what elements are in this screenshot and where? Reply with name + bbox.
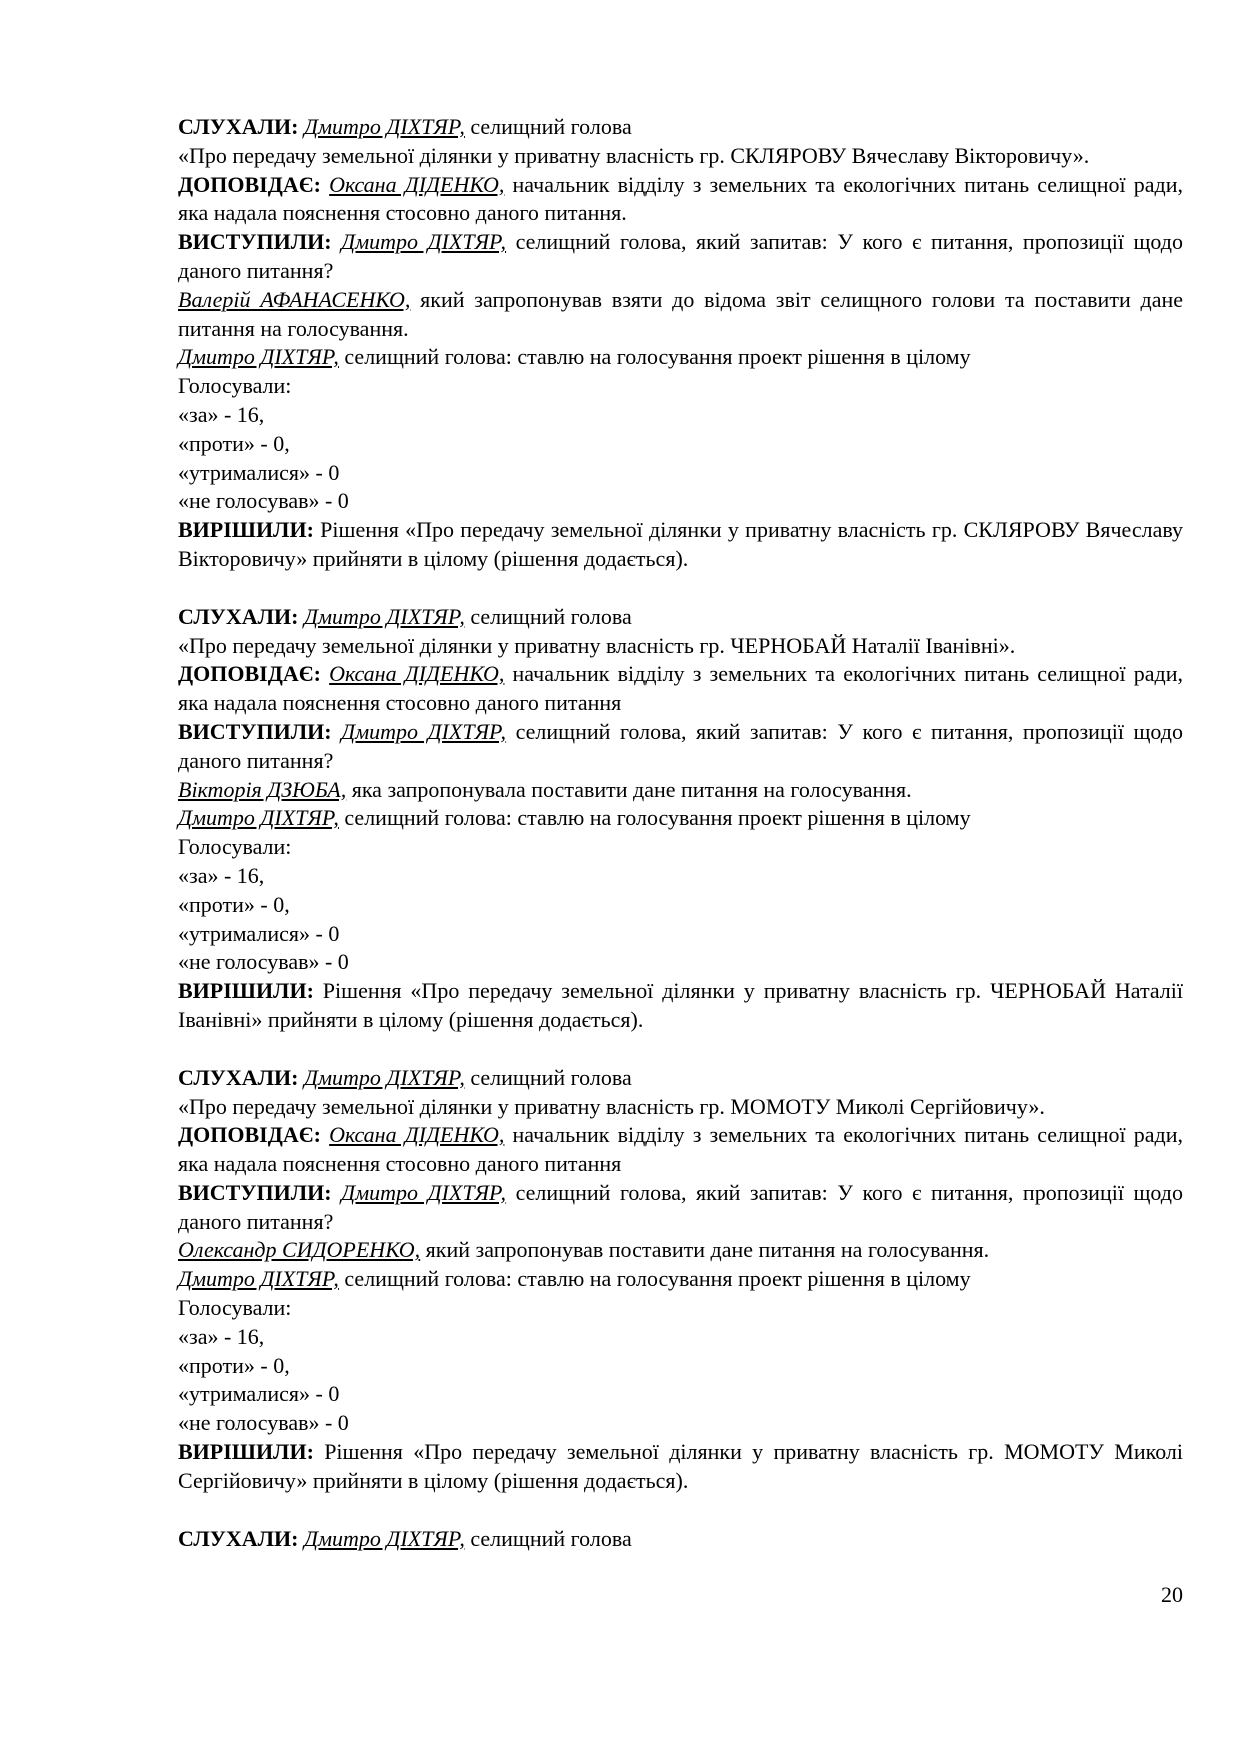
agenda-item xyxy=(178,1064,1183,1525)
report-label: ДОПОВІДАЄ: xyxy=(178,661,321,687)
proposal-text: яка запропонувала поставити дане питання на голосування. xyxy=(346,776,912,802)
reporter-name: Оксана ДІДЕНКО, xyxy=(329,171,505,197)
speaker-role: селищний голова xyxy=(464,114,632,139)
speaker-name: Дмитро ДІХТЯР, xyxy=(303,603,465,629)
heard-line xyxy=(178,1064,1183,1093)
spoke-text: селищний голова, який запитав: У кого є питання, пропозиції щодо даного питання? xyxy=(178,718,1183,773)
heard-label: СЛУХАЛИ: xyxy=(178,603,299,629)
heard-label: СЛУХАЛИ: xyxy=(178,1525,299,1551)
spoke-name: Дмитро ДІХТЯР, xyxy=(341,229,507,255)
proposal-text: який запропонував взяти до відома звіт селищного голови та поставити дане питання на голосування. xyxy=(178,286,1183,341)
vote-abstain: «утрималися» - 0 xyxy=(178,920,340,946)
chair-text: селищний голова: ставлю на голосування проект рішення в цілому xyxy=(338,344,971,370)
reporter-name: Оксана ДІДЕНКО, xyxy=(329,1122,505,1148)
heard-label: СЛУХАЛИ: xyxy=(178,114,299,139)
decision-text: Рішення «Про передачу земельної ділянки у приватну власність гр. ЧЕРНОБАЙ Наталії Іванівні» прийняти в цілому (рішення додається). xyxy=(178,978,1183,1032)
vote-for: «за» - 16, xyxy=(178,862,265,888)
topic-text: «Про передачу земельної ділянки у приватну власність гр. СКЛЯРОВУ Вячеславу Вікторовичу». xyxy=(178,142,1090,168)
report-text: начальник відділу з земельних та екологічних питань селищної ради, яка надала пояснення стосовно даного питання xyxy=(178,661,1184,716)
reporter-name: Оксана ДІДЕНКО, xyxy=(329,661,505,687)
minutes-body xyxy=(178,113,1183,1525)
report-line xyxy=(178,660,1183,718)
spoke-text: селищний голова, який запитав: У кого є питання, пропозиції щодо даного питання? xyxy=(178,1179,1183,1234)
agenda-item xyxy=(178,603,1183,1064)
heard-line xyxy=(178,113,1183,142)
report-line xyxy=(178,171,1183,229)
speaker-name: Дмитро ДІХТЯР, xyxy=(303,114,465,139)
heard-line xyxy=(178,603,1183,632)
decision-text: Рішення «Про передачу земельної ділянки у приватну власність гр. СКЛЯРОВУ Вячеславу Вікторовичу» прийняти в цілому (рішення додається). xyxy=(178,517,1183,571)
report-text: начальник відділу з земельних та екологічних питань селищної ради, яка надала пояснення стосовно даного питання. xyxy=(178,171,1184,226)
chair-name: Дмитро ДІХТЯР, xyxy=(178,805,339,831)
speaker-name: Дмитро ДІХТЯР, xyxy=(303,1064,465,1090)
spoke-label: ВИСТУПИЛИ: xyxy=(178,1179,332,1205)
vote-against: «проти» - 0, xyxy=(178,891,290,917)
topic-text: «Про передачу земельної ділянки у приватну власність гр. ЧЕРНОБАЙ Наталії Іванівні». xyxy=(178,632,1016,658)
decision-line xyxy=(178,977,1183,1035)
report-line xyxy=(178,1121,1183,1179)
proposal-line xyxy=(178,776,1183,805)
report-text: начальник відділу з земельних та екологічних питань селищної ради, яка надала пояснення стосовно даного питання xyxy=(178,1122,1184,1177)
chair-name: Дмитро ДІХТЯР, xyxy=(178,1266,339,1292)
proposer-name: Вікторія ДЗЮБА, xyxy=(178,776,347,802)
last-heard-line xyxy=(178,1525,1183,1554)
chair-name: Дмитро ДІХТЯР, xyxy=(178,344,339,370)
vote-against: «проти» - 0, xyxy=(178,1352,290,1378)
vote-abstain: «утрималися» - 0 xyxy=(178,459,340,485)
speaker-role: селищний голова xyxy=(464,1525,632,1551)
section-spacer xyxy=(178,1496,1183,1525)
report-label: ДОПОВІДАЄ: xyxy=(178,171,321,197)
decision-text: Рішення «Про передачу земельної ділянки у приватну власність гр. МОМОТУ Миколі Сергійовичу» прийняти в цілому (рішення додається). xyxy=(178,1439,1183,1493)
proposer-name: Олександр СИДОРЕНКО, xyxy=(178,1237,421,1263)
chair-line xyxy=(178,343,1183,372)
decision-line xyxy=(178,1438,1183,1496)
proposal-line xyxy=(178,286,1183,344)
report-label: ДОПОВІДАЄ: xyxy=(178,1122,321,1148)
decided-label: ВИРІШИЛИ: xyxy=(178,517,314,543)
spoke-line xyxy=(178,228,1183,286)
spoke-name: Дмитро ДІХТЯР, xyxy=(341,1179,507,1205)
page-number: 20 xyxy=(1161,1582,1183,1607)
spoke-label: ВИСТУПИЛИ: xyxy=(178,718,332,744)
proposer-name: Валерій АФАНАСЕНКО, xyxy=(178,286,411,312)
decided-label: ВИРІШИЛИ: xyxy=(178,978,314,1004)
section-spacer xyxy=(178,574,1183,603)
agenda-item xyxy=(178,113,1183,603)
vote-for: «за» - 16, xyxy=(178,1323,265,1349)
decided-label: ВИРІШИЛИ: xyxy=(178,1439,314,1465)
voted-label: Голосували: xyxy=(178,373,292,399)
topic-text: «Про передачу земельної ділянки у приватну власність гр. МОМОТУ Миколі Сергійовичу». xyxy=(178,1093,1045,1119)
voted-label: Голосували: xyxy=(178,834,292,860)
chair-line xyxy=(178,804,1183,833)
speaker-role: селищний голова xyxy=(464,1064,632,1090)
proposal-line xyxy=(178,1236,1183,1265)
chair-text: селищний голова: ставлю на голосування проект рішення в цілому xyxy=(338,1266,971,1292)
heard-label: СЛУХАЛИ: xyxy=(178,1064,299,1090)
vote-none: «не голосував» - 0 xyxy=(178,949,349,975)
spoke-line xyxy=(178,718,1183,776)
vote-abstain: «утрималися» - 0 xyxy=(178,1381,340,1407)
spoke-line xyxy=(178,1179,1183,1237)
spoke-text: селищний голова, який запитав: У кого є питання, пропозиції щодо даного питання? xyxy=(178,229,1183,283)
decision-line xyxy=(178,516,1183,574)
vote-none: «не голосував» - 0 xyxy=(178,488,349,514)
speaker-name: Дмитро ДІХТЯР, xyxy=(303,1525,465,1551)
vote-against: «проти» - 0, xyxy=(178,430,290,456)
section-spacer xyxy=(178,1035,1183,1064)
spoke-label: ВИСТУПИЛИ: xyxy=(178,229,332,255)
vote-for: «за» - 16, xyxy=(178,401,265,427)
vote-none: «не голосував» - 0 xyxy=(178,1410,349,1436)
spoke-name: Дмитро ДІХТЯР, xyxy=(341,718,507,744)
chair-text: селищний голова: ставлю на голосування проект рішення в цілому xyxy=(338,805,971,831)
chair-line xyxy=(178,1265,1183,1294)
speaker-role: селищний голова xyxy=(464,603,632,629)
proposal-text: який запропонував поставити дане питання на голосування. xyxy=(420,1237,990,1263)
voted-label: Голосували: xyxy=(178,1295,292,1321)
